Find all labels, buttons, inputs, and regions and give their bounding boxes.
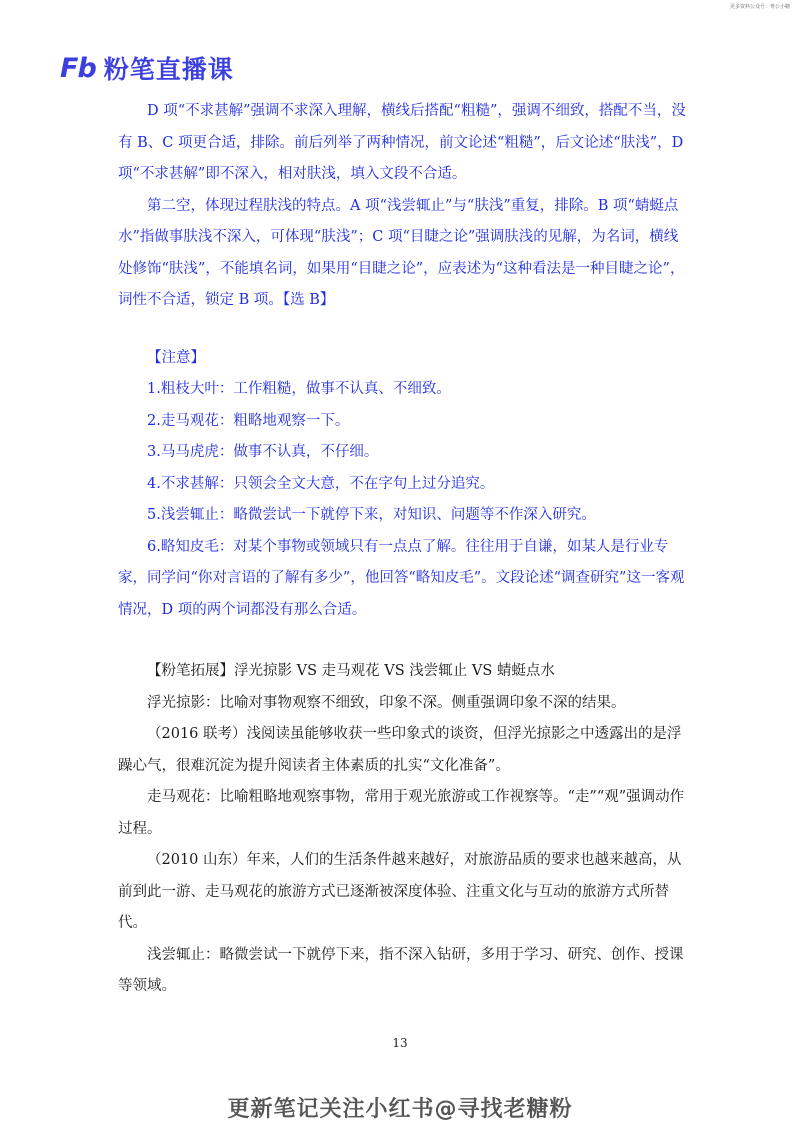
expansion-section (118, 656, 686, 1003)
logo-text: 粉笔直播课 (103, 55, 234, 84)
corner-note: 更多资料公众号：粤公小糖 (729, 4, 790, 10)
footer-banner: 更新笔记关注小红书@寻找老糖粉 (227, 1097, 573, 1122)
expansion-paragraph: （2016 联考）浅阅读虽能够收获一些印象式的谈资，但浮光掠影之中透露出的是浮躁心气，很难沉淀为提升阅读者主体素质的扎实“文化准备”。 (118, 726, 682, 774)
notice-item: 3.马马虎虎：做事不认真，不仔细。 (147, 444, 379, 460)
fenbi-logo (60, 52, 234, 84)
expansion-paragraph: （2010 山东）年来，人们的生活条件越来越好，对旅游品质的要求也越来越高，从前到此一游、走马观花的旅游方式已逐渐被深度体验、注重文化与互动的旅游方式所替代。 (118, 852, 682, 931)
expansion-paragraph: 浮光掠影：比喻对事物观察不细致，印象不深。侧重强调印象不深的结果。 (147, 694, 626, 711)
notice-item: 5.浅尝辄止：略微尝试一下就停下来，对知识、问题等不作深入研究。 (147, 507, 596, 523)
page-number: 13 (392, 1036, 408, 1050)
logo-mark: Fb (60, 52, 96, 84)
expansion-paragraph: 浅尝辄止：略微尝试一下就停下来，指不深入钻研，多用于学习、研究、创作、授课等领域。 (118, 946, 684, 994)
notice-section (118, 343, 686, 627)
expansion-heading: 【粉笔拓展】浮光掠影 VS 走马观花 VS 浅尝辄止 VS 蜻蜓点水 (147, 663, 555, 679)
analysis-paragraph: 第二空，体现过程肤浅的特点。A 项“浅尝辄止”与“肤浅”重复，排除。B 项“蜻蜓点水”指做事肤浅不深入，可体现“肤浅”；C 项“目睫之论”强调肤浅的见解，为名词，横线处修饰“肤浅”，不能填名词，如果用“目睫之论”，应表述为“这种看法是一种目睫之论”，词性不合适，锁定 B 项。【选 B】 (118, 197, 685, 308)
notice-item: 1.粗枝大叶：工作粗糙，做事不认真、不细致。 (147, 381, 451, 397)
expansion-paragraph: 走马观花：比喻粗略地观察事物，常用于观光旅游或工作视察等。“走”“观”强调动作过程。 (118, 789, 685, 837)
notice-heading: 【注意】 (147, 349, 205, 366)
notice-item: 4.不求甚解：只领会全文大意，不在字句上过分追究。 (147, 475, 495, 492)
document-body (118, 96, 686, 1003)
analysis-paragraph: D 项“不求甚解”强调不求深入理解，横线后搭配“粗糙”，强调不细致，搭配不当，没有 B、C 项更合适，排除。前后列举了两种情况，前文论述“粗糙”，后文论述“肤浅”，D 项“不求甚解”即不深入，相对肤浅，填入文段不合适。 (118, 103, 686, 182)
notice-item: 2.走马观花：粗略地观察一下。 (147, 412, 350, 429)
notice-item: 6.略知皮毛：对某个事物或领域只有一点点了解。往往用于自谦，如某人是行业专家，同学问“你对言语的了解有多少”，他回答“略知皮毛”。文段论述“调查研究”这一客观情况，D 项的两个词都没有那么合适。 (118, 538, 685, 618)
